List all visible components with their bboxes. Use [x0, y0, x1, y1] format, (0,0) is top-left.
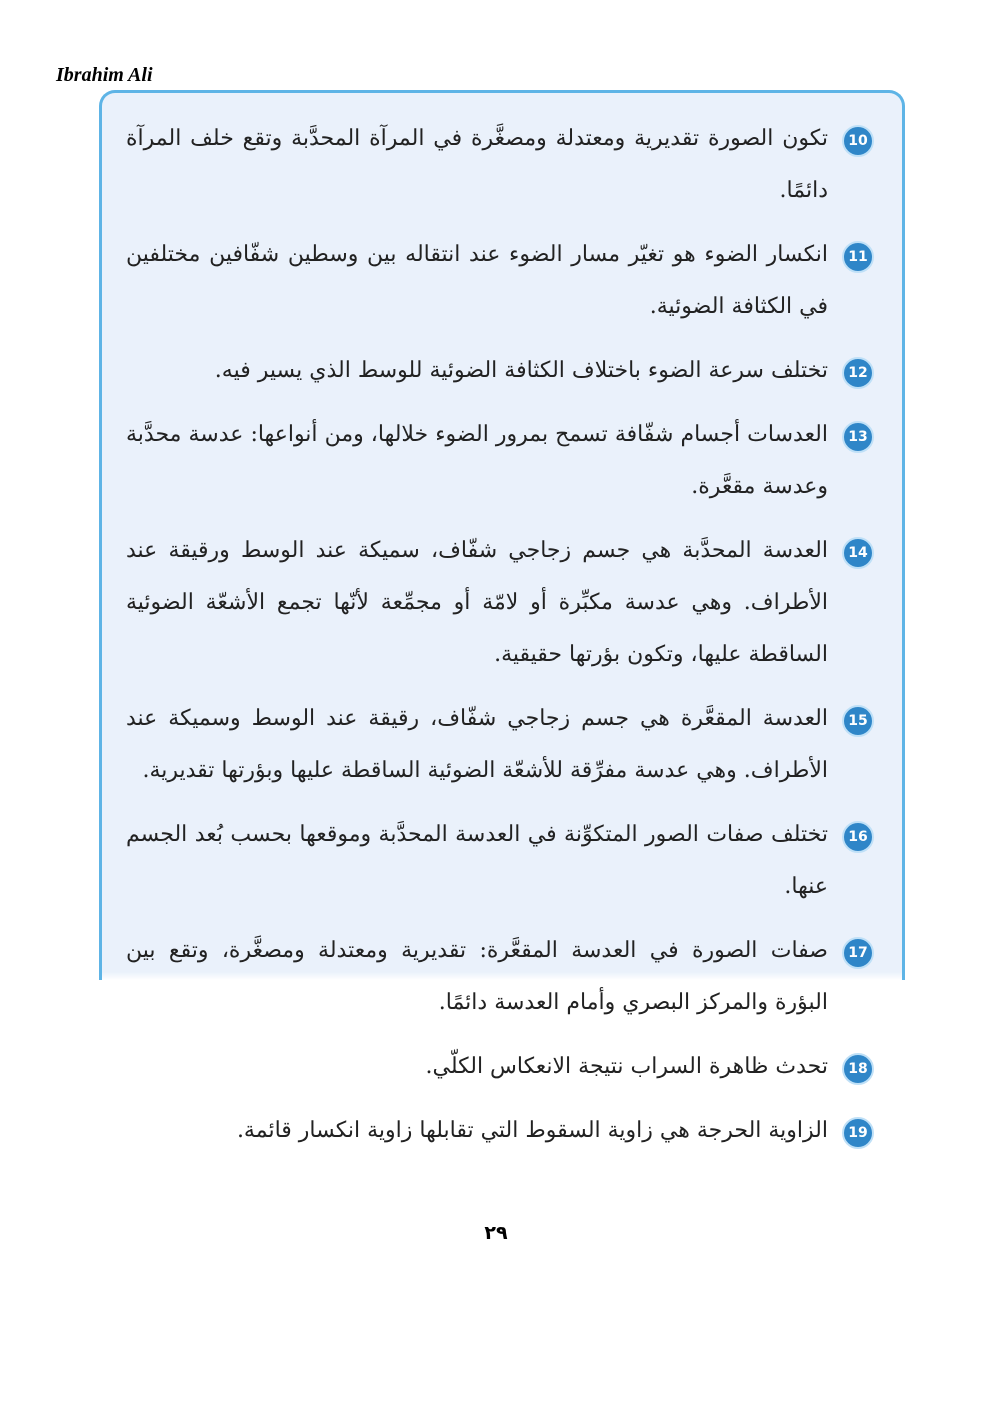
item-number-badge: 14: [842, 537, 874, 569]
item-number-badge: 11: [842, 241, 874, 273]
author-name: Ibrahim Ali: [56, 64, 153, 86]
list-item: [126, 113, 874, 217]
page-number: ٢٩: [484, 1222, 508, 1244]
item-text: انكسار الضوء هو تغيّر مسار الضوء عند انتقاله بين وسطين شفّافين مختلفين في الكثافة الضوئية.: [126, 242, 828, 319]
item-number-badge: 18: [842, 1053, 874, 1085]
list-item: [126, 1105, 874, 1157]
item-text: العدسة المحدَّبة هي جسم زجاجي شفّاف، سميكة عند الوسط ورقيقة عند الأطراف. وهي عدسة مكبِّرة أو لامّة أو مجمِّعة لأنّها تجمع الأشعّة الضوئية الساقطة عليها، وتكون بؤرتها حقيقية.: [126, 538, 828, 667]
item-text: تكون الصورة تقديرية ومعتدلة ومصغَّرة في المرآة المحدَّبة وتقع خلف المرآة دائمًا.: [126, 126, 828, 203]
list-item: [126, 1041, 874, 1093]
item-text: العدسة المقعَّرة هي جسم زجاجي شفّاف، رقيقة عند الوسط وسميكة عند الأطراف. وهي عدسة مفرِّقة للأشعّة الضوئية الساقطة عليها وبؤرتها تقديرية.: [126, 706, 828, 783]
list-item: [126, 809, 874, 913]
item-number-badge: 15: [842, 705, 874, 737]
item-text: الزاوية الحرجة هي زاوية السقوط التي تقابلها زاوية انكسار قائمة.: [236, 1118, 828, 1143]
item-text: العدسات أجسام شفّافة تسمح بمرور الضوء خلالها، ومن أنواعها: عدسة محدَّبة وعدسة مقعَّرة.: [126, 422, 828, 499]
item-number-badge: 16: [842, 821, 874, 853]
item-text: تختلف صفات الصور المتكوِّنة في العدسة المحدَّبة وموقعها بحسب بُعد الجسم عنها.: [126, 822, 828, 899]
item-text: تحدث ظاهرة السراب نتيجة الانعكاس الكلّي.: [425, 1054, 828, 1079]
summary-list: [102, 93, 902, 1157]
item-number-badge: 10: [842, 125, 874, 157]
item-number-badge: 13: [842, 421, 874, 453]
item-text: صفات الصورة في العدسة المقعَّرة: تقديرية ومعتدلة ومصغَّرة، وتقع بين البؤرة والمركز البصري وأمام العدسة دائمًا.: [126, 938, 828, 1015]
list-item: [126, 693, 874, 797]
list-item: [126, 409, 874, 513]
list-item: [126, 925, 874, 1029]
summary-panel: [99, 90, 905, 1143]
item-text: تختلف سرعة الضوء باختلاف الكثافة الضوئية للوسط الذي يسير فيه.: [214, 358, 828, 383]
item-number-badge: 19: [842, 1117, 874, 1149]
item-number-badge: 17: [842, 937, 874, 969]
list-item: [126, 345, 874, 397]
list-item: [126, 525, 874, 681]
item-number-badge: 12: [842, 357, 874, 389]
list-item: [126, 229, 874, 333]
